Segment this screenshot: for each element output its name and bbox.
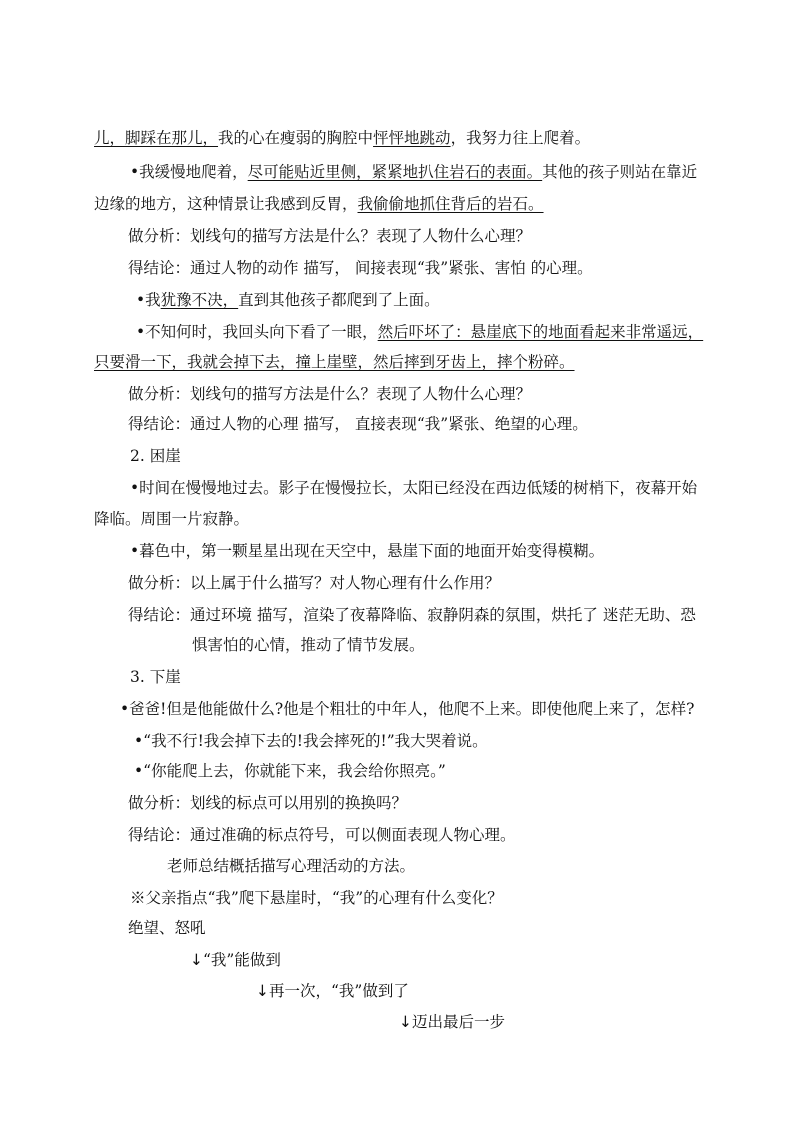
text: 边缘的地方，这种情景让我感到反胃， — [94, 195, 358, 213]
text: ，我努力往上爬着。 — [450, 129, 591, 147]
paragraph-line — [130, 162, 697, 182]
section-heading: 2. 困崖 — [130, 447, 181, 465]
text: 直到其他孩子都爬到了上面。 — [238, 291, 440, 309]
paragraph-line: •时间在慢慢地过去。影子在慢慢拉长，太阳已经没在西边低矮的树梢下，夜幕开始 — [130, 479, 698, 497]
text: 我的心在瘦弱的胸腔中 — [218, 129, 374, 147]
paragraph-line — [136, 290, 440, 310]
underlined-text: 我偷偷地抓住背后的岩石。 — [357, 195, 544, 213]
mood-step — [190, 950, 281, 970]
text: 迈出最后一步 — [412, 1013, 506, 1031]
section-heading: 3. 下崖 — [130, 668, 181, 686]
down-arrow-icon: ↓ — [190, 951, 203, 969]
mood-step — [256, 981, 409, 1001]
underlined-text: 儿， — [94, 129, 126, 147]
analysis-question: 做分析：以上属于什么描写？对人物心理有什么作用？ — [128, 574, 501, 592]
text: •我缓慢地爬着， — [130, 163, 248, 181]
paragraph-line: •爸爸!但是他能做什么?他是个粗壮的中年人，他爬不上来。即使他爬上来了，怎样? — [120, 700, 695, 718]
text: “我”能做到 — [203, 951, 281, 969]
underlined-text: 然后吓坏了：悬崖底下的地面看起来非常遥远， — [377, 323, 704, 341]
text: 其他的孩子则站在靠近 — [542, 163, 698, 181]
analysis-conclusion: 得结论：通过准确的标点符号，可以侧面表现人物心理。 — [128, 826, 516, 844]
teacher-summary: 老师总结概括描写心理活动的方法。 — [167, 857, 416, 875]
question-line: ※父亲指点“我”爬下悬崖时，“我”的心理有什么变化？ — [130, 889, 503, 907]
underlined-text: 犹豫不决， — [160, 291, 239, 309]
down-arrow-icon: ↓ — [399, 1013, 412, 1031]
text: •我 — [136, 291, 161, 309]
underlined-text: 只要滑一下，我就会掉下去，撞上崖壁，然后摔到牙齿上，摔个粉碎。 — [94, 353, 575, 371]
analysis-question: 做分析：划线的标点可以用别的换换吗？ — [128, 794, 408, 812]
mood-start: 绝望、怒吼 — [128, 919, 206, 937]
paragraph-line: •暮色中，第一颗星星出现在天空中，悬崖下面的地面开始变得模糊。 — [130, 542, 605, 560]
mood-step — [399, 1012, 505, 1032]
underlined-text: 怦怦地跳动 — [373, 129, 451, 147]
paragraph-line — [94, 194, 544, 214]
text: 再一次，“我”做到了 — [269, 982, 409, 1000]
analysis-conclusion-cont: 惧害怕的心情，推动了情节发展。 — [192, 636, 425, 654]
down-arrow-icon: ↓ — [256, 982, 269, 1000]
analysis-conclusion: 得结论：通过环境 描写，渲染了夜幕降临、寂静阴森的氛围，烘托了 迷茫无助、恐 — [128, 606, 696, 624]
paragraph-line — [136, 322, 703, 342]
analysis-question: 做分析：划线句的描写方法是什么？表现了人物什么心理？ — [128, 385, 532, 403]
underlined-text: 尽可能贴近里侧，紧紧地扒住岩石的表面。 — [247, 163, 543, 181]
paragraph-line: •“我不行!我会掉下去的!我会摔死的!”我大哭着说。 — [134, 732, 488, 750]
paragraph-line — [94, 128, 590, 148]
paragraph-line: 降临。周围一片寂静。 — [94, 510, 250, 528]
underlined-text: 脚踩在那儿， — [125, 129, 219, 147]
analysis-conclusion: 得结论：通过人物的动作 描写， 间接表现“我”紧张、害怕 的心理。 — [128, 259, 593, 277]
analysis-question: 做分析：划线句的描写方法是什么？表现了人物什么心理？ — [128, 227, 532, 245]
text: •不知何时，我回头向下看了一眼， — [136, 323, 378, 341]
analysis-conclusion: 得结论：通过人物的心理 描写， 直接表现“我”紧张、绝望的心理。 — [128, 415, 588, 433]
paragraph-line: •“你能爬上去，你就能下来，我会给你照亮。” — [134, 762, 446, 780]
